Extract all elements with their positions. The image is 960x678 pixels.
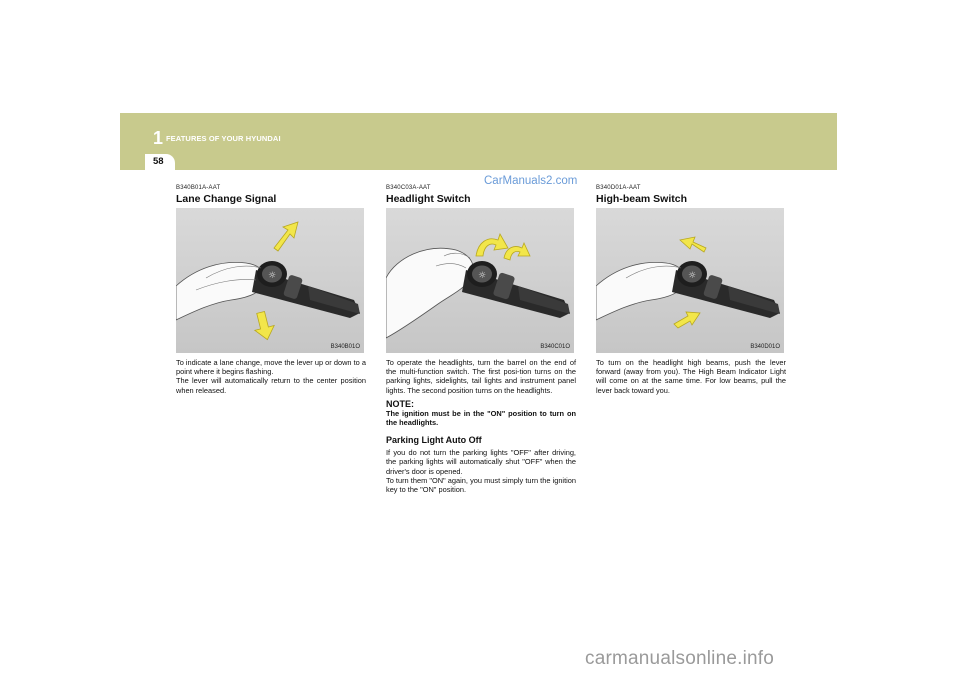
section-title: Lane Change Signal <box>176 193 277 205</box>
high-beam-figure <box>596 208 784 353</box>
section-code: B340C03A-AAT <box>386 185 431 191</box>
section-headlight <box>386 185 576 494</box>
sub-title: Parking Light Auto Off <box>386 435 482 446</box>
watermark-carmanualsonline[interactable]: carmanualsonline.info <box>585 648 775 669</box>
arrow-up-icon <box>274 222 298 251</box>
chapter-title: FEATURES OF YOUR HYUNDAI <box>166 134 281 143</box>
section-high-beam <box>596 185 786 395</box>
headlight-figure <box>386 208 574 353</box>
section-title: Headlight Switch <box>386 193 471 205</box>
arrow-back-icon <box>674 312 700 328</box>
watermark-carmanuals2[interactable]: CarManuals2.com <box>484 175 578 187</box>
paragraph: To operate the headlights, turn the barrel on the end of the multi-function switch. The first posi-tion turns on the parking lights, sidelights, tail lights and instrument panel lights. The second position turns on the headlights. <box>386 358 576 395</box>
paragraph: If you do not turn the parking lights "OFF" after driving, the parking lights will automatically shut "OFF" when the driver's door is opened. <box>386 448 576 476</box>
page-number: 58 <box>153 156 164 167</box>
arrow-forward-icon <box>680 237 706 252</box>
arrow-down-icon <box>251 310 277 342</box>
rotate-arrow-icon <box>476 234 508 256</box>
sub-body <box>386 448 576 494</box>
svg-text:☼: ☼ <box>268 271 277 281</box>
lane-change-figure <box>176 208 364 353</box>
section-body <box>596 358 786 395</box>
figure-code: B340C01O <box>540 344 570 350</box>
section-body <box>386 358 576 395</box>
paragraph: The lever will automatically return to the center position when released. <box>176 376 366 395</box>
figure-code: B340D01O <box>750 344 780 350</box>
paragraph: To indicate a lane change, move the lever up or down to a point where it begins flashing. <box>176 358 366 377</box>
high-beam-illustration <box>596 208 784 353</box>
paragraph: To turn them "ON" again, you must simply turn the ignition key to the "ON" position. <box>386 475 576 495</box>
lever-illustration <box>176 208 364 353</box>
chapter-number: 1 <box>153 128 164 148</box>
headlight-illustration <box>386 208 574 353</box>
svg-text:☼: ☼ <box>478 271 487 281</box>
figure-code: B340B01O <box>330 344 360 350</box>
section-code: B340D01A-AAT <box>596 185 641 191</box>
section-body <box>176 358 366 395</box>
note-title: NOTE: <box>386 398 414 409</box>
svg-text:☼: ☼ <box>688 271 697 281</box>
section-lane-change <box>176 185 366 395</box>
note-text: The ignition must be in the "ON" position to turn on the headlights. <box>386 408 576 428</box>
paragraph: To turn on the headlight high beams, push the lever forward (away from you). The High Beam Indicator Light will come on at the same time. For low beams, pull the lever back toward you. <box>596 358 786 395</box>
rotate-arrow-icon <box>504 243 530 260</box>
section-title: High-beam Switch <box>596 193 688 205</box>
section-code: B340B01A-AAT <box>176 185 221 191</box>
